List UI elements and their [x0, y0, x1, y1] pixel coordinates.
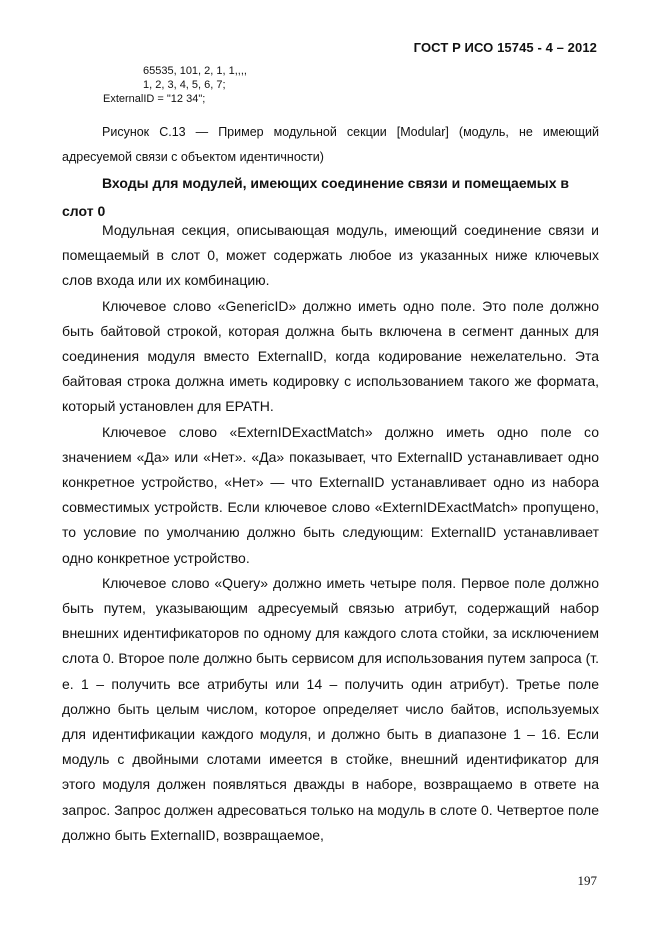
figure-caption: Рисунок С.13 — Пример модульной секции [Modular] (модуль, не имеющий адресуемой связи с объектом идентичности) [62, 125, 599, 164]
body-text [62, 218, 599, 848]
code-line: 65535, 101, 2, 1, 1,,,, [143, 65, 247, 77]
paragraph: Ключевое слово «GenericID» должно иметь одно поле. Это поле должно быть байтовой строкой, которая должна быть включена в сегмент данных для соединения модуля вместо ExternalID, когда кодирование нежелательно. Эта байтовая строка должна иметь кодировку с использованием такого же формата, который установлен для EPATH. [62, 297, 599, 415]
standard-header: ГОСТ Р ИСО 15745 - 4 – 2012 [413, 40, 597, 55]
code-listing [103, 64, 247, 106]
paragraph: Модульная секция, описывающая модуль, имеющий соединение связи и помещаемый в слот 0, может содержать любое из указанных ниже ключевых слов входа или их комбинацию. [62, 222, 599, 289]
paragraph: Ключевое слово «Query» должно иметь четыре поля. Первое поле должно быть путем, указывающим адресуемый связью атрибут, содержащий набор внешних идентификаторов по одному для каждого слота стойки, за исключением слота 0. Второе поле должно быть сервисом для использования путем запроса (т. е. 1 – получить все атрибуты или 14 – получить один атрибут). Третье поле должно быть целым числом, которое определяет число байтов, используемых для идентификации каждого модуля, и должно быть в диапазоне 1 – 16. Если модуль с двойными слотами имеется в стойке, внешний идентификатор для этого модуля должен появляться дважды в наборе, возвращаемо в ответе на запрос. Запрос должен адресоваться только на модуль в слоте 0. Четвертое поле должно быть ExternalID, возвращаемое, [62, 574, 599, 843]
page-number: 197 [577, 873, 597, 888]
section-heading: Входы для модулей, имеющих соединение связи и помещаемых в слот 0 [62, 175, 570, 219]
code-line: 1, 2, 3, 4, 5, 6, 7; [143, 79, 226, 91]
code-line: ExternalID = "12 34"; [103, 93, 206, 105]
paragraph: Ключевое слово «ExternIDExactMatch» должно иметь одно поле со значением «Да» или «Нет». «Да» показывает, что ExternalID устанавливает одно конкретное устройство, «Нет» — что ExternalID устанавливает одно из набора совместимых устройств. Если ключевое слово «ExternIDExactMatch» пропущено, то условие по умолчанию должно быть следующим: ExternalID устанавливает одно конкретное устройство. [62, 423, 599, 566]
